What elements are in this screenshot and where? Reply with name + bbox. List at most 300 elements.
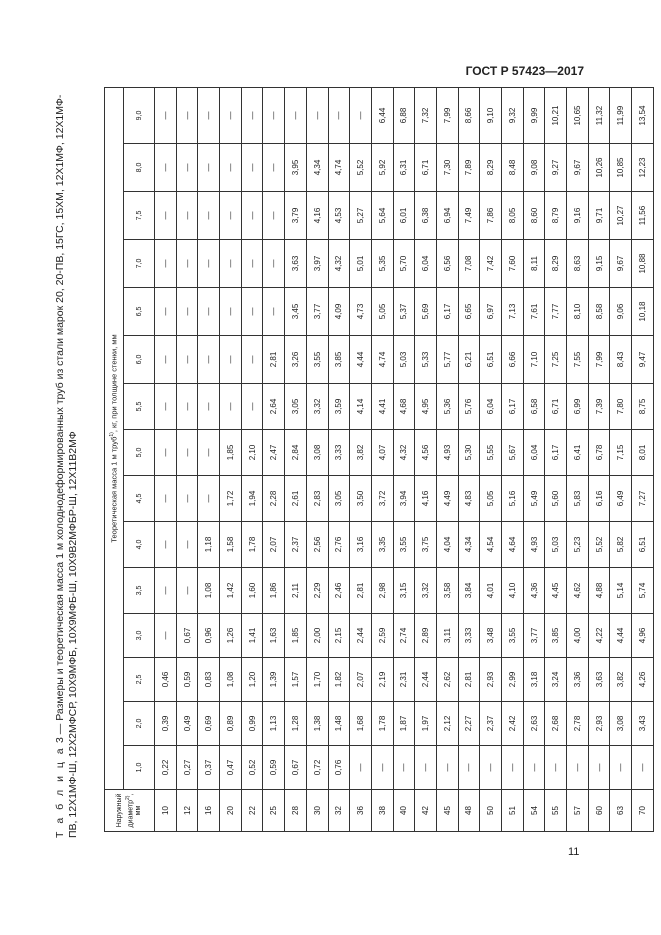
mass-cell: —: [176, 192, 198, 240]
mass-cell: —: [155, 476, 177, 522]
diameter-cell: 16: [198, 790, 220, 832]
mass-cell: —: [241, 144, 263, 192]
mass-cell: —: [588, 746, 610, 790]
mass-cell: —: [285, 88, 307, 144]
mass-cell: 2,59: [371, 614, 393, 658]
mass-cell: 4,22: [588, 614, 610, 658]
mass-cell: 4,64: [502, 522, 524, 568]
mass-cell: 10,21: [545, 88, 567, 144]
mass-cell: 3,97: [306, 240, 328, 288]
mass-cell: 3,55: [502, 614, 524, 658]
mass-cell: 1,86: [263, 568, 285, 614]
mass-cell: 1,13: [263, 702, 285, 746]
table-row: [198, 88, 220, 832]
mass-cell: —: [155, 336, 177, 384]
thickness-header: 1,0: [124, 746, 155, 790]
mass-cell: 4,04: [436, 522, 458, 568]
mass-cell: 0,96: [198, 614, 220, 658]
mass-cell: 1,41: [241, 614, 263, 658]
mass-cell: 2,64: [263, 384, 285, 430]
mass-cell: 7,89: [458, 144, 480, 192]
mass-cell: 2,81: [350, 568, 372, 614]
mass-cell: 4,88: [588, 568, 610, 614]
mass-cell: 3,33: [328, 430, 350, 476]
mass-cell: 4,14: [350, 384, 372, 430]
mass-cell: 2,81: [263, 336, 285, 384]
mass-cell: —: [632, 746, 654, 790]
mass-cell: —: [155, 192, 177, 240]
mass-cell: 7,99: [436, 88, 458, 144]
mass-cell: —: [176, 240, 198, 288]
mass-cell: —: [220, 288, 242, 336]
mass-cell: 9,67: [567, 144, 589, 192]
mass-cell: 11,56: [632, 192, 654, 240]
mass-cell: 1,82: [328, 658, 350, 702]
mass-cell: —: [176, 568, 198, 614]
mass-cell: 2,19: [371, 658, 393, 702]
mass-cell: 6,78: [588, 430, 610, 476]
mass-cell: —: [155, 240, 177, 288]
thickness-header: 9,0: [124, 88, 155, 144]
mass-cell: 3,63: [285, 240, 307, 288]
mass-cell: 5,16: [502, 476, 524, 522]
mass-cell: 0,76: [328, 746, 350, 790]
mass-cell: 0,89: [220, 702, 242, 746]
mass-cell: 3,82: [610, 658, 632, 702]
mass-cell: 5,64: [371, 192, 393, 240]
mass-cell: —: [263, 288, 285, 336]
mass-cell: 0,59: [176, 658, 198, 702]
mass-cell: 3,77: [306, 288, 328, 336]
mass-cell: 3,24: [545, 658, 567, 702]
mass-cell: 5,05: [371, 288, 393, 336]
table-row: [545, 88, 567, 832]
mass-cell: 2,37: [285, 522, 307, 568]
table-row: [502, 88, 524, 832]
mass-cell: 12,23: [632, 144, 654, 192]
mass-cell: 0,69: [198, 702, 220, 746]
mass-cell: —: [545, 746, 567, 790]
mass-cell: 6,88: [393, 88, 415, 144]
mass-cell: 1,20: [241, 658, 263, 702]
mass-cell: —: [155, 430, 177, 476]
diameter-cell: 63: [610, 790, 632, 832]
mass-cell: —: [328, 88, 350, 144]
table-row: [523, 88, 545, 832]
mass-cell: 7,32: [415, 88, 437, 144]
mass-cell: 5,76: [458, 384, 480, 430]
thickness-header: 2,5: [124, 658, 155, 702]
diameter-cell: 10: [155, 790, 177, 832]
table-row: [393, 88, 415, 832]
mass-cell: 7,77: [545, 288, 567, 336]
mass-cell: 5,37: [393, 288, 415, 336]
table-row: [632, 88, 654, 832]
mass-cell: —: [371, 746, 393, 790]
mass-cell: 2,84: [285, 430, 307, 476]
mass-cell: 7,61: [523, 288, 545, 336]
thickness-header: 6,0: [124, 336, 155, 384]
mass-cell: 9,06: [610, 288, 632, 336]
page-number: 11: [568, 846, 580, 858]
mass-cell: 8,75: [632, 384, 654, 430]
mass-cell: 2,81: [458, 658, 480, 702]
mass-cell: 9,08: [523, 144, 545, 192]
mass-cell: 4,01: [480, 568, 502, 614]
mass-cell: 9,15: [588, 240, 610, 288]
mass-cell: 1,63: [263, 614, 285, 658]
table-row: [176, 88, 198, 832]
mass-cell: 1,39: [263, 658, 285, 702]
mass-cell: 5,49: [523, 476, 545, 522]
mass-cell: —: [502, 746, 524, 790]
mass-cell: 2,98: [371, 568, 393, 614]
mass-cell: —: [241, 288, 263, 336]
mass-cell: —: [220, 240, 242, 288]
mass-cell: 3,77: [523, 614, 545, 658]
mass-cell: 2,93: [588, 702, 610, 746]
thickness-header: 3,0: [124, 614, 155, 658]
mass-cell: 1,18: [198, 522, 220, 568]
table-row: [263, 88, 285, 832]
mass-cell: 3,85: [545, 614, 567, 658]
table-row: [350, 88, 372, 832]
mass-cell: 3,33: [458, 614, 480, 658]
mass-cell: 2,37: [480, 702, 502, 746]
mass-cell: 4,93: [523, 522, 545, 568]
mass-cell: —: [155, 384, 177, 430]
mass-cell: —: [458, 746, 480, 790]
mass-cell: 7,42: [480, 240, 502, 288]
mass-cell: —: [155, 568, 177, 614]
mass-cell: 8,79: [545, 192, 567, 240]
mass-cell: —: [241, 336, 263, 384]
mass-cell: 2,11: [285, 568, 307, 614]
mass-cell: 3,59: [328, 384, 350, 430]
mass-cell: 7,39: [588, 384, 610, 430]
mass-cell: 3,72: [371, 476, 393, 522]
diameter-cell: 40: [393, 790, 415, 832]
diameter-cell: 25: [263, 790, 285, 832]
mass-cell: 2,28: [263, 476, 285, 522]
mass-cell: 6,04: [523, 430, 545, 476]
mass-cell: 4,74: [328, 144, 350, 192]
mass-cell: 4,26: [632, 658, 654, 702]
diameter-cell: 30: [306, 790, 328, 832]
mass-cell: 13,54: [632, 88, 654, 144]
mass-cell: 8,11: [523, 240, 545, 288]
diameter-cell: 60: [588, 790, 610, 832]
mass-cell: 3,55: [306, 336, 328, 384]
mass-cell: 6,71: [545, 384, 567, 430]
diameter-cell: 48: [458, 790, 480, 832]
mass-cell: 4,41: [371, 384, 393, 430]
mass-cell: 7,25: [545, 336, 567, 384]
mass-cell: 0,59: [263, 746, 285, 790]
mass-cell: —: [198, 384, 220, 430]
mass-cell: 6,21: [458, 336, 480, 384]
mass-cell: —: [350, 88, 372, 144]
mass-cell: —: [176, 144, 198, 192]
mass-cell: —: [198, 288, 220, 336]
mass-cell: —: [198, 336, 220, 384]
mass-cell: 2,93: [480, 658, 502, 702]
mass-cell: 5,60: [545, 476, 567, 522]
mass-cell: —: [220, 384, 242, 430]
mass-cell: —: [241, 88, 263, 144]
mass-cell: —: [155, 614, 177, 658]
table-row: [155, 88, 177, 832]
mass-cell: 1,08: [220, 658, 242, 702]
mass-cell: —: [436, 746, 458, 790]
mass-cell: —: [176, 384, 198, 430]
mass-cell: 4,10: [502, 568, 524, 614]
mass-cell: —: [523, 746, 545, 790]
rotated-content: [54, 88, 647, 838]
mass-cell: 2,42: [502, 702, 524, 746]
mass-cell: 8,29: [480, 144, 502, 192]
mass-cell: 4,95: [415, 384, 437, 430]
mass-cell: 2,78: [567, 702, 589, 746]
mass-cell: 2,46: [328, 568, 350, 614]
mass-cell: 8,58: [588, 288, 610, 336]
mass-cell: —: [176, 88, 198, 144]
mass-cell: 4,32: [393, 430, 415, 476]
mass-cell: 5,92: [371, 144, 393, 192]
mass-cell: 3,32: [306, 384, 328, 430]
mass-cell: 1,78: [241, 522, 263, 568]
mass-cell: 0,52: [241, 746, 263, 790]
mass-cell: 4,45: [545, 568, 567, 614]
thickness-header: 2,0: [124, 702, 155, 746]
thickness-header: 4,5: [124, 476, 155, 522]
mass-cell: 2,27: [458, 702, 480, 746]
mass-cell: 4,83: [458, 476, 480, 522]
mass-cell: 3,11: [436, 614, 458, 658]
mass-cell: —: [155, 288, 177, 336]
mass-cell: 10,85: [610, 144, 632, 192]
mass-cell: 2,29: [306, 568, 328, 614]
table-row: [306, 88, 328, 832]
mass-cell: 6,16: [588, 476, 610, 522]
mass-cell: 0,46: [155, 658, 177, 702]
mass-cell: 6,71: [415, 144, 437, 192]
mass-cell: —: [155, 88, 177, 144]
mass-cell: 4,54: [480, 522, 502, 568]
mass-cell: 1,68: [350, 702, 372, 746]
mass-cell: 2,63: [523, 702, 545, 746]
mass-cell: 8,60: [523, 192, 545, 240]
mass-cell: 3,05: [285, 384, 307, 430]
mass-cell: 6,01: [393, 192, 415, 240]
mass-cell: 2,12: [436, 702, 458, 746]
document-code: ГОСТ Р 57423—2017: [465, 64, 584, 78]
mass-cell: 4,44: [610, 614, 632, 658]
diameter-cell: 45: [436, 790, 458, 832]
mass-cell: 9,32: [502, 88, 524, 144]
mass-cell: 3,94: [393, 476, 415, 522]
mass-cell: 6,17: [436, 288, 458, 336]
mass-cell: 9,27: [545, 144, 567, 192]
caption-prefix: Т а б л и ц а: [54, 745, 66, 838]
mass-cell: 7,80: [610, 384, 632, 430]
mass-cell: 2,83: [306, 476, 328, 522]
mass-cell: 2,00: [306, 614, 328, 658]
mass-cell: 11,99: [610, 88, 632, 144]
mass-cell: 4,44: [350, 336, 372, 384]
mass-cell: 6,41: [567, 430, 589, 476]
mass-cell: 4,56: [415, 430, 437, 476]
thickness-header: 3,5: [124, 568, 155, 614]
mass-cell: 4,07: [371, 430, 393, 476]
mass-cell: 8,48: [502, 144, 524, 192]
mass-cell: 5,52: [588, 522, 610, 568]
mass-cell: —: [263, 88, 285, 144]
thickness-header: 8,0: [124, 144, 155, 192]
mass-cell: —: [198, 88, 220, 144]
mass-cell: 5,14: [610, 568, 632, 614]
mass-cell: 1,85: [220, 430, 242, 476]
mass-cell: 0,72: [306, 746, 328, 790]
mass-cell: 9,99: [523, 88, 545, 144]
thickness-header: 5,0: [124, 430, 155, 476]
mass-cell: —: [198, 144, 220, 192]
mass-cell: 4,53: [328, 192, 350, 240]
mass-cell: 7,13: [502, 288, 524, 336]
mass-cell: 0,49: [176, 702, 198, 746]
mass-cell: 10,65: [567, 88, 589, 144]
mass-cell: 4,00: [567, 614, 589, 658]
mass-cell: 5,74: [632, 568, 654, 614]
mass-cell: 4,09: [328, 288, 350, 336]
mass-cell: 1,58: [220, 522, 242, 568]
mass-cell: 6,04: [480, 384, 502, 430]
mass-cell: —: [155, 522, 177, 568]
mass-cell: —: [176, 430, 198, 476]
mass-cell: 8,01: [632, 430, 654, 476]
mass-cell: 4,68: [393, 384, 415, 430]
diameter-cell: 51: [502, 790, 524, 832]
mass-cell: 0,67: [285, 746, 307, 790]
mass-cell: 3,26: [285, 336, 307, 384]
mass-cell: 6,65: [458, 288, 480, 336]
diameter-cell: 20: [220, 790, 242, 832]
mass-cell: —: [415, 746, 437, 790]
mass-cell: 4,34: [306, 144, 328, 192]
mass-cell: —: [220, 336, 242, 384]
table-row: [588, 88, 610, 832]
mass-cell: —: [610, 746, 632, 790]
mass-cell: 8,66: [458, 88, 480, 144]
mass-cell: 2,31: [393, 658, 415, 702]
mass-cell: 5,03: [545, 522, 567, 568]
diameter-cell: 70: [632, 790, 654, 832]
thickness-header: 4,0: [124, 522, 155, 568]
mass-cell: 6,56: [436, 240, 458, 288]
diameter-cell: 22: [241, 790, 263, 832]
mass-cell: 2,47: [263, 430, 285, 476]
mass-cell: 1,28: [285, 702, 307, 746]
mass-cell: 3,95: [285, 144, 307, 192]
mass-cell: —: [198, 192, 220, 240]
mass-cell: 0,47: [220, 746, 242, 790]
mass-cell: 0,83: [198, 658, 220, 702]
mass-cell: 8,29: [545, 240, 567, 288]
mass-cell: 5,35: [371, 240, 393, 288]
mass-cell: 6,38: [415, 192, 437, 240]
mass-cell: 0,37: [198, 746, 220, 790]
mass-cell: 1,08: [198, 568, 220, 614]
table-row: [567, 88, 589, 832]
mass-cell: 6,17: [502, 384, 524, 430]
mass-cell: 4,93: [436, 430, 458, 476]
mass-cell: —: [306, 88, 328, 144]
mass-cell: 2,44: [350, 614, 372, 658]
mass-cell: 4,96: [632, 614, 654, 658]
mass-cell: 1,87: [393, 702, 415, 746]
mass-cell: 8,05: [502, 192, 524, 240]
mass-cell: 2,74: [393, 614, 415, 658]
mass-cell: 10,27: [610, 192, 632, 240]
mass-cell: 6,17: [545, 430, 567, 476]
mass-cell: —: [241, 384, 263, 430]
mass-cell: 3,55: [393, 522, 415, 568]
mass-cell: —: [263, 144, 285, 192]
mass-cell: 5,52: [350, 144, 372, 192]
mass-cell: 3,43: [632, 702, 654, 746]
mass-table: [104, 87, 654, 832]
mass-cell: —: [155, 144, 177, 192]
mass-cell: —: [198, 240, 220, 288]
mass-cell: 4,34: [458, 522, 480, 568]
mass-cell: 3,82: [350, 430, 372, 476]
diameter-cell: 38: [371, 790, 393, 832]
diameter-cell: 36: [350, 790, 372, 832]
mass-cell: 4,73: [350, 288, 372, 336]
table-row: [610, 88, 632, 832]
diameter-cell: 12: [176, 790, 198, 832]
mass-cell: 6,66: [502, 336, 524, 384]
mass-cell: 6,44: [371, 88, 393, 144]
diameter-cell: 57: [567, 790, 589, 832]
mass-cell: 2,10: [241, 430, 263, 476]
mass-cell: 1,94: [241, 476, 263, 522]
mass-cell: 5,77: [436, 336, 458, 384]
mass-cell: 2,89: [415, 614, 437, 658]
mass-cell: 6,99: [567, 384, 589, 430]
mass-cell: 3,15: [393, 568, 415, 614]
mass-cell: 7,15: [610, 430, 632, 476]
mass-group-header: Теоретическая масса 1 м труб$^{1)}$, кг, при толщине стенки, мм: [105, 88, 124, 790]
mass-cell: 9,71: [588, 192, 610, 240]
diameter-cell: 28: [285, 790, 307, 832]
mass-cell: 4,49: [436, 476, 458, 522]
mass-cell: 8,63: [567, 240, 589, 288]
mass-cell: 3,35: [371, 522, 393, 568]
mass-cell: 1,48: [328, 702, 350, 746]
mass-cell: 7,49: [458, 192, 480, 240]
thickness-header-row: [124, 88, 155, 832]
mass-cell: —: [241, 240, 263, 288]
mass-cell: 7,99: [588, 336, 610, 384]
mass-cell: 3,79: [285, 192, 307, 240]
mass-cell: —: [350, 746, 372, 790]
table-row: [241, 88, 263, 832]
mass-cell: 8,10: [567, 288, 589, 336]
diameter-header: Наружный диаметр$^{2)}$, мм: [105, 790, 155, 832]
table-row: [328, 88, 350, 832]
mass-cell: 5,27: [350, 192, 372, 240]
